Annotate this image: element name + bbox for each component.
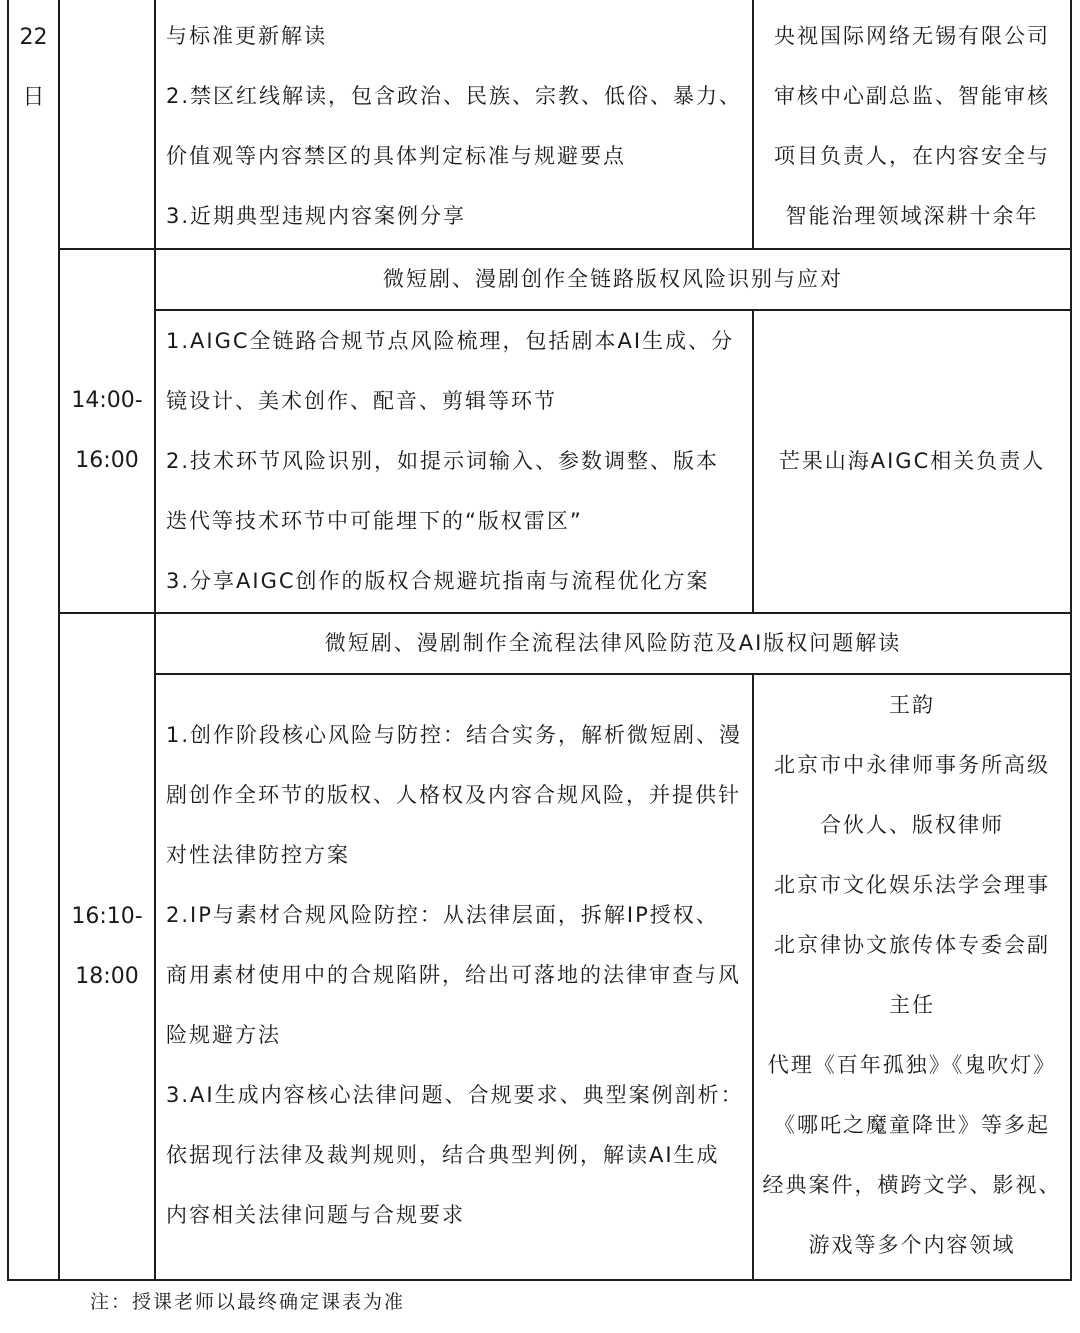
speaker-line: 代理《百年孤独》《鬼吹灯》 bbox=[767, 1053, 1057, 1077]
content-line: 2.禁区红线解读，包含政治、民族、宗教、低俗、暴力、 bbox=[166, 84, 743, 108]
time-start: 16:10- bbox=[71, 903, 143, 929]
session-1-content bbox=[156, 6, 752, 246]
content-line: 1.AIGC全链路合规节点风险梳理，包括剧本AI生成、分 bbox=[166, 329, 735, 353]
session-3-title bbox=[156, 613, 1070, 673]
content-line: 3.分享AIGC创作的版权合规避坑指南与流程优化方案 bbox=[166, 569, 710, 593]
content-line: 依据现行法律及裁判规则，结合典型判例，解读AI生成 bbox=[166, 1143, 720, 1167]
table-border-bottom bbox=[7, 1279, 1072, 1281]
speaker-line: 王韵 bbox=[889, 693, 935, 717]
session-2-time bbox=[60, 250, 154, 612]
footnote: 注：授课老师以最终确定课表为准 bbox=[90, 1291, 406, 1313]
content-line: 对性法律防控方案 bbox=[166, 843, 350, 867]
session-3-content bbox=[156, 705, 752, 1245]
content-line: 商用素材使用中的合规陷阱，给出可落地的法律审查与风 bbox=[166, 963, 741, 987]
content-line: 剧创作全环节的版权、人格权及内容合规风险，并提供针 bbox=[166, 783, 741, 807]
session-3-speaker bbox=[754, 675, 1070, 1275]
speaker-line: 智能治理领域深耕十余年 bbox=[785, 204, 1039, 228]
speaker-line: 央视国际网络无锡有限公司 bbox=[774, 24, 1050, 48]
day-number: 22 bbox=[19, 25, 48, 50]
speaker-line: 项目负责人，在内容安全与 bbox=[774, 144, 1050, 168]
time-end: 18:00 bbox=[75, 963, 139, 989]
content-line: 2.IP与素材合规风险防控：从法律层面，拆解IP授权、 bbox=[166, 903, 719, 927]
speaker-line: 北京市中永律师事务所高级 bbox=[774, 753, 1050, 777]
session-1-speaker bbox=[754, 6, 1070, 246]
speaker-line: 合伙人、版权律师 bbox=[820, 813, 1004, 837]
day-unit: 日 bbox=[22, 85, 45, 110]
speaker-line: 北京律协文旅传体专委会副 bbox=[774, 933, 1050, 957]
content-line: 内容相关法律问题与合规要求 bbox=[166, 1203, 465, 1227]
speaker-line: 芒果山海AIGC相关负责人 bbox=[778, 449, 1046, 473]
speaker-line: 北京市文化娱乐法学会理事 bbox=[774, 873, 1050, 897]
time-start: 14:00- bbox=[71, 388, 143, 413]
session-2-title bbox=[156, 249, 1070, 309]
speaker-line: 《哪吒之魔童降世》等多起 bbox=[774, 1113, 1050, 1137]
content-line: 与标准更新解读 bbox=[166, 24, 327, 48]
speaker-line: 审核中心副总监、智能审核 bbox=[774, 84, 1050, 108]
content-line: 迭代等技术环节中可能埋下的“版权雷区” bbox=[166, 509, 583, 533]
session-title: 微短剧、漫剧制作全流程法律风险防范及AI版权问题解读 bbox=[324, 631, 902, 655]
time-end: 16:00 bbox=[75, 448, 139, 473]
session-2-content bbox=[156, 311, 752, 611]
speaker-line: 游戏等多个内容领域 bbox=[808, 1233, 1016, 1257]
content-line: 险规避方法 bbox=[166, 1023, 281, 1047]
session-title: 微短剧、漫剧创作全链路版权风险识别与应对 bbox=[383, 267, 843, 291]
content-line: 3.AI生成内容核心法律问题、合规要求、典型案例剖析： bbox=[166, 1083, 744, 1107]
content-line: 价值观等内容禁区的具体判定标准与规避要点 bbox=[166, 144, 626, 168]
content-line: 镜设计、美术创作、配音、剪辑等环节 bbox=[166, 389, 557, 413]
content-line: 2.技术环节风险识别，如提示词输入、参数调整、版本 bbox=[166, 449, 720, 473]
speaker-line: 经典案件，横跨文学、影视、 bbox=[762, 1173, 1062, 1197]
content-line: 3.近期典型违规内容案例分享 bbox=[166, 204, 467, 228]
speaker-line: 主任 bbox=[889, 993, 935, 1017]
table-border-left bbox=[7, 0, 9, 1281]
day-cell bbox=[9, 8, 58, 128]
session-2-speaker bbox=[754, 431, 1070, 491]
table-border-right bbox=[1070, 0, 1072, 1281]
session-3-time bbox=[60, 614, 154, 1279]
content-line: 1.创作阶段核心风险与防控：结合实务，解析微短剧、漫 bbox=[166, 723, 743, 747]
